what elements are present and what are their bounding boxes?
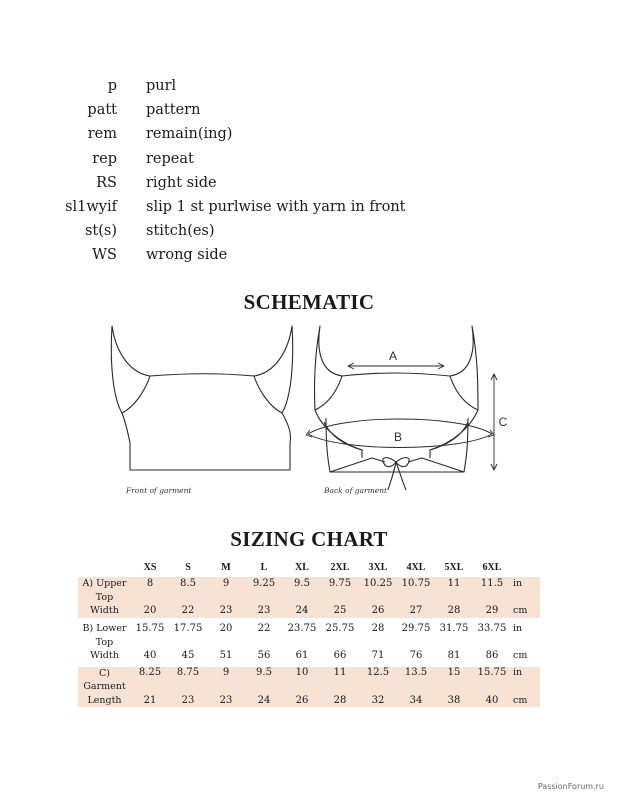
- size-header: L: [260, 561, 268, 573]
- spacer: [207, 680, 245, 694]
- label-a: A: [388, 349, 398, 363]
- inch-value: 25.75: [325, 622, 355, 634]
- spacer: [359, 635, 397, 649]
- front-garment-outline: [111, 326, 292, 470]
- cm-value: 23: [245, 604, 283, 618]
- cm-value: 28: [321, 694, 359, 708]
- spacer: [321, 635, 359, 649]
- inch-value: 11: [321, 667, 359, 681]
- spacer: [359, 591, 397, 605]
- cm-value: 40: [473, 694, 511, 708]
- cm-value: 26: [359, 604, 397, 618]
- unit-cm: cm: [511, 694, 540, 708]
- inch-value: 29.75: [401, 622, 431, 634]
- abbreviation-row: [0, 126, 618, 150]
- spacer: [245, 635, 283, 649]
- inch-value: 9.5: [283, 577, 321, 591]
- measurement-row-inches: [78, 667, 540, 681]
- unit-in: in: [513, 622, 523, 634]
- inch-value: 31.75: [439, 622, 469, 634]
- spacer: [131, 680, 169, 694]
- size-header: 6XL: [482, 561, 502, 573]
- spacer: [397, 591, 435, 605]
- abbreviation-meaning: purl: [146, 78, 177, 94]
- size-header: 5XL: [444, 561, 464, 573]
- front-caption: Front of garment: [126, 486, 192, 495]
- abbreviation-meaning: wrong side: [146, 247, 228, 264]
- spacer: [511, 635, 540, 649]
- inch-value: 8.75: [169, 667, 207, 681]
- inch-value: 9.5: [245, 667, 283, 681]
- size-header: XL: [295, 561, 309, 573]
- spacer: [435, 680, 473, 694]
- spacer: [131, 591, 169, 605]
- size-header: S: [185, 561, 191, 573]
- spacer: [473, 591, 511, 605]
- abbreviation-row: [0, 247, 618, 271]
- row-label: Garment: [78, 680, 131, 694]
- unit-cm: cm: [513, 649, 528, 661]
- cm-value: 76: [409, 649, 423, 661]
- spacer: [169, 680, 207, 694]
- row-label: B) Lower: [82, 623, 127, 635]
- abbreviation-meaning: pattern: [146, 102, 201, 119]
- measurement-row-label: [78, 591, 540, 605]
- measure-c-arrow: [491, 374, 497, 470]
- cm-value: 23: [169, 694, 207, 708]
- watermark: PassionForum.ru: [537, 782, 604, 791]
- cm-value: 45: [181, 649, 195, 661]
- cm-value: 22: [169, 604, 207, 618]
- abbreviation-row: [0, 151, 618, 175]
- spacer: [473, 635, 511, 649]
- spacer: [283, 591, 321, 605]
- cm-value: 23: [207, 694, 245, 708]
- row-label: Top: [78, 591, 131, 605]
- measurement-row-label: [78, 635, 540, 649]
- inch-value: 10: [283, 667, 321, 681]
- abbreviation-row: [0, 102, 618, 126]
- spacer: [473, 680, 511, 694]
- abbreviation-meaning: slip 1 st purlwise with yarn in front: [146, 198, 406, 215]
- spacer: [245, 591, 283, 605]
- spacer: [207, 591, 245, 605]
- cm-value: 51: [219, 649, 233, 661]
- cm-value: 24: [245, 694, 283, 708]
- abbreviations-list: [0, 78, 618, 272]
- abbreviation-meaning: repeat: [146, 150, 194, 167]
- back-caption: Back of garment: [324, 486, 388, 495]
- cm-value: 29: [473, 604, 511, 618]
- cm-value: 40: [143, 649, 157, 661]
- cm-value: 28: [435, 604, 473, 618]
- abbreviation-meaning: stitch(es): [146, 223, 215, 240]
- cm-value: 56: [257, 649, 271, 661]
- cm-value: 61: [295, 649, 309, 661]
- spacer: [321, 591, 359, 605]
- abbreviation-meaning: right side: [146, 174, 217, 191]
- spacer: [131, 635, 169, 649]
- row-label: Width: [90, 650, 119, 662]
- cm-value: 24: [283, 604, 321, 618]
- inch-value: 15: [435, 667, 473, 681]
- measurement-row-inches: [78, 622, 540, 636]
- inch-value: 8.25: [131, 667, 169, 681]
- inch-value: 20: [219, 622, 233, 634]
- spacer: [169, 591, 207, 605]
- inch-value: 15.75: [135, 622, 165, 634]
- row-label: A) Upper: [78, 577, 131, 591]
- inch-value: 8: [131, 577, 169, 591]
- size-header: M: [221, 561, 231, 573]
- abbreviation-key: RS: [96, 174, 117, 191]
- spacer: [359, 680, 397, 694]
- cm-value: 32: [359, 694, 397, 708]
- abbreviation-key: st(s): [84, 223, 117, 240]
- row-label: Width: [78, 604, 131, 618]
- cm-value: 81: [447, 649, 461, 661]
- spacer: [283, 680, 321, 694]
- inch-value: 33.75: [477, 622, 507, 634]
- row-label: Length: [78, 694, 131, 708]
- cm-value: 20: [131, 604, 169, 618]
- unit-in: in: [511, 667, 540, 681]
- abbreviation-row: [0, 175, 618, 199]
- cm-value: 23: [207, 604, 245, 618]
- spacer: [435, 635, 473, 649]
- spacer: [511, 591, 540, 605]
- abbreviation-row: [0, 199, 618, 223]
- cm-value: 25: [321, 604, 359, 618]
- spacer: [511, 680, 540, 694]
- abbreviation-key: rep: [92, 150, 117, 167]
- spacer: [245, 680, 283, 694]
- cm-value: 71: [371, 649, 385, 661]
- abbreviation-row: [0, 78, 618, 102]
- measurement-row-label: [78, 680, 540, 694]
- size-header: XS: [143, 561, 157, 573]
- inch-value: 11: [435, 577, 473, 591]
- cm-value: 26: [283, 694, 321, 708]
- spacer: [435, 591, 473, 605]
- cm-value: 86: [485, 649, 499, 661]
- inch-value: 9: [207, 667, 245, 681]
- spacer: [169, 635, 207, 649]
- inch-value: 17.75: [173, 622, 203, 634]
- cm-value: 66: [333, 649, 347, 661]
- row-label: Top: [95, 636, 114, 648]
- size-header: 4XL: [406, 561, 426, 573]
- measurement-row-cm: [78, 694, 540, 708]
- schematic-drawing: [100, 318, 520, 508]
- cm-value: 34: [397, 694, 435, 708]
- size-header: 3XL: [368, 561, 388, 573]
- abbreviation-row: [0, 223, 618, 247]
- inch-value: 12.5: [359, 667, 397, 681]
- row-label: C): [78, 667, 131, 681]
- inch-value: 10.25: [359, 577, 397, 591]
- inch-value: 11.5: [473, 577, 511, 591]
- abbreviation-key: p: [107, 78, 117, 94]
- measurement-row-cm: [78, 649, 540, 663]
- inch-value: 9: [207, 577, 245, 591]
- cm-value: 27: [397, 604, 435, 618]
- inch-value: 13.5: [397, 667, 435, 681]
- inch-value: 8.5: [169, 577, 207, 591]
- spacer: [321, 680, 359, 694]
- inch-value: 22: [257, 622, 271, 634]
- measurement-row-inches: [78, 577, 540, 591]
- sizing-table: [78, 557, 540, 707]
- measure-a-arrow: [348, 363, 444, 369]
- abbreviation-key: rem: [87, 126, 117, 143]
- abbreviation-key: WS: [92, 247, 117, 264]
- abbreviation-key: sl1wyif: [65, 198, 117, 215]
- schematic-title: SCHEMATIC: [243, 290, 375, 314]
- inch-value: 9.75: [321, 577, 359, 591]
- inch-value: 10.75: [397, 577, 435, 591]
- spacer: [397, 680, 435, 694]
- cm-value: 38: [435, 694, 473, 708]
- abbreviation-meaning: remain(ing): [146, 126, 233, 143]
- sizing-chart-title: SIZING CHART: [230, 527, 388, 551]
- size-header: 2XL: [330, 561, 350, 573]
- header-blank: [78, 557, 131, 577]
- spacer: [207, 635, 245, 649]
- cm-value: 21: [131, 694, 169, 708]
- measurement-row-cm: [78, 604, 540, 618]
- abbreviation-key: patt: [87, 102, 117, 119]
- unit-in: in: [511, 577, 540, 591]
- size-header-row: [78, 557, 540, 577]
- inch-value: 9.25: [245, 577, 283, 591]
- spacer: [397, 635, 435, 649]
- inch-value: 23.75: [287, 622, 317, 634]
- inch-value: 15.75: [473, 667, 511, 681]
- unit-cm: cm: [511, 604, 540, 618]
- spacer: [283, 635, 321, 649]
- inch-value: 28: [371, 622, 385, 634]
- label-b: B: [393, 430, 403, 444]
- label-c: C: [498, 415, 508, 429]
